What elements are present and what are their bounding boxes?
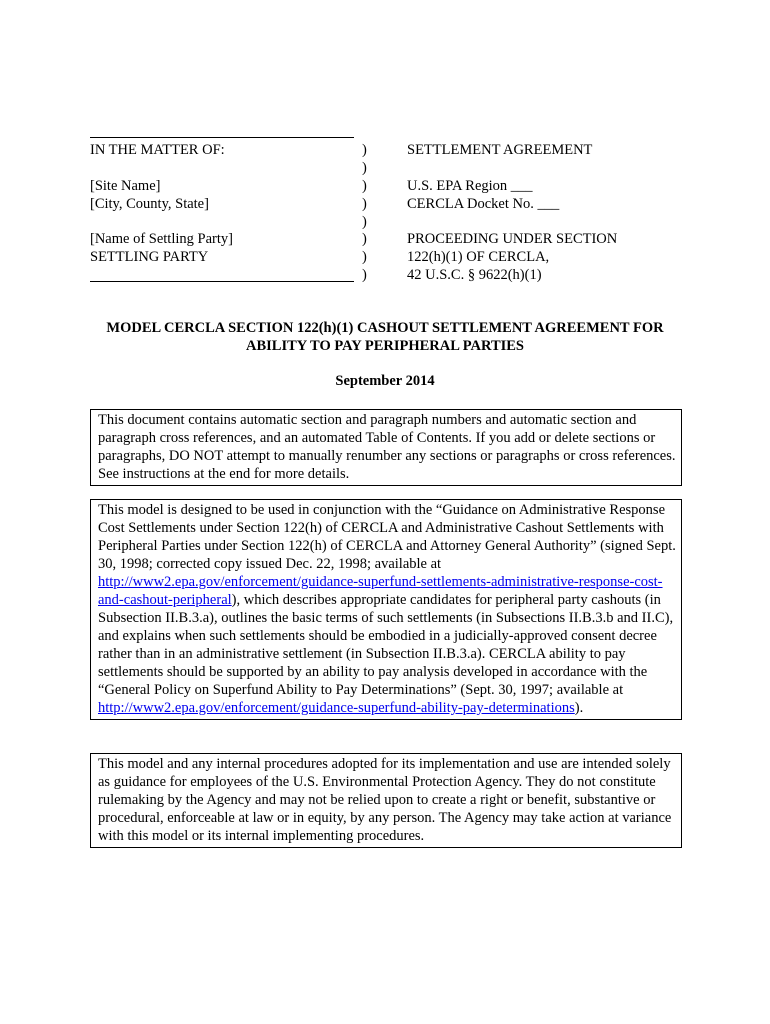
proceeding-line-2: 122(h)(1) OF CERCLA, — [407, 249, 550, 265]
docket-number: CERCLA Docket No. ___ — [407, 196, 560, 212]
guidance-text-2: ), which describes appropriate candidates for peripheral party cashouts (in Subsection II.B.3.a), outlines the basic terms of such settlements (in Subsections II.B.3.b and II.C), and explains when such settlements should be embodied in a judicially-approved consent decree rather than in an administrative settlement (in Subsection II.B.3.a). CERCLA ability to pay settlements should be supported by an ability to pay analysis developed in accordance with the “General Policy on Superfund Ability to Pay Determinations” (Sept. 30, 1997; available at — [98, 592, 674, 698]
ability-to-pay-link[interactable]: http://www2.epa.gov/enforcement/guidance-superfund-ability-pay-determinations — [98, 700, 575, 716]
site-location: [City, County, State] — [90, 196, 209, 212]
epa-region: U.S. EPA Region ___ — [407, 178, 533, 194]
case-caption — [90, 130, 690, 290]
title-line-1: MODEL CERCLA SECTION 122(h)(1) CASHOUT SETTLEMENT AGREEMENT FOR — [106, 320, 664, 336]
proceeding-line-3: 42 U.S.C. § 9622(h)(1) — [407, 267, 542, 283]
caption-paren: ) — [362, 249, 367, 265]
site-name: [Site Name] — [90, 178, 161, 194]
caption-paren: ) — [362, 178, 367, 194]
caption-paren: ) — [362, 142, 367, 158]
guidance-text-3: ). — [574, 700, 584, 716]
guidance-box — [90, 499, 682, 720]
settling-party-role: SETTLING PARTY — [90, 249, 209, 265]
caption-paren: ) — [362, 231, 367, 247]
disclaimer-box: This model and any internal procedures adopted for its implementation and use are intended solely as guidance for employees of the U.S. Environmental Protection Agency. They do not constitute rulemaking by the Agency and may not be relied upon to create a right or benefit, substantive or procedural, enforceable at law or in equity, by any person. The Agency may take action at variance with this model or its internal implementing procedures. — [90, 753, 682, 848]
document-title — [60, 319, 710, 355]
caption-paren: ) — [362, 196, 367, 212]
caption-paren: ) — [362, 214, 367, 230]
matter-label: IN THE MATTER OF: — [90, 142, 225, 158]
caption-top-rule — [90, 137, 354, 138]
title-line-2: ABILITY TO PAY PERIPHERAL PARTIES — [245, 338, 524, 354]
cashout-guidance-link[interactable]: http://www2.epa.gov/enforcement/guidance-superfund-settlements-administrative-response-cost-and-cashout-peripheral — [98, 574, 663, 608]
proceeding-line-1: PROCEEDING UNDER SECTION — [407, 231, 618, 247]
settling-party-name: [Name of Settling Party] — [90, 231, 233, 247]
document-date: September 2014 — [335, 373, 435, 389]
caption-paren: ) — [362, 267, 367, 283]
numbering-notice-box: This document contains automatic section and paragraph numbers and automatic section and paragraph cross references, and an automated Table of Contents. If you add or delete sections or paragraphs, DO NOT attempt to manually renumber any sections or paragraphs or cross references. See instructions at the end for more details. — [90, 409, 682, 486]
caption-paren: ) — [362, 160, 367, 176]
agreement-title: SETTLEMENT AGREEMENT — [407, 142, 593, 158]
guidance-text-1: This model is designed to be used in conjunction with the “Guidance on Administrative Response Cost Settlements under Section 122(h) of CERCLA and Administrative Cashout Settlements with Peripheral Parties under Section 122(h) of CERCLA and Attorney General Authority” (signed Sept. 30, 1998; corrected copy issued Dec. 22, 1998; available at — [98, 502, 676, 572]
caption-bottom-rule — [90, 281, 354, 282]
